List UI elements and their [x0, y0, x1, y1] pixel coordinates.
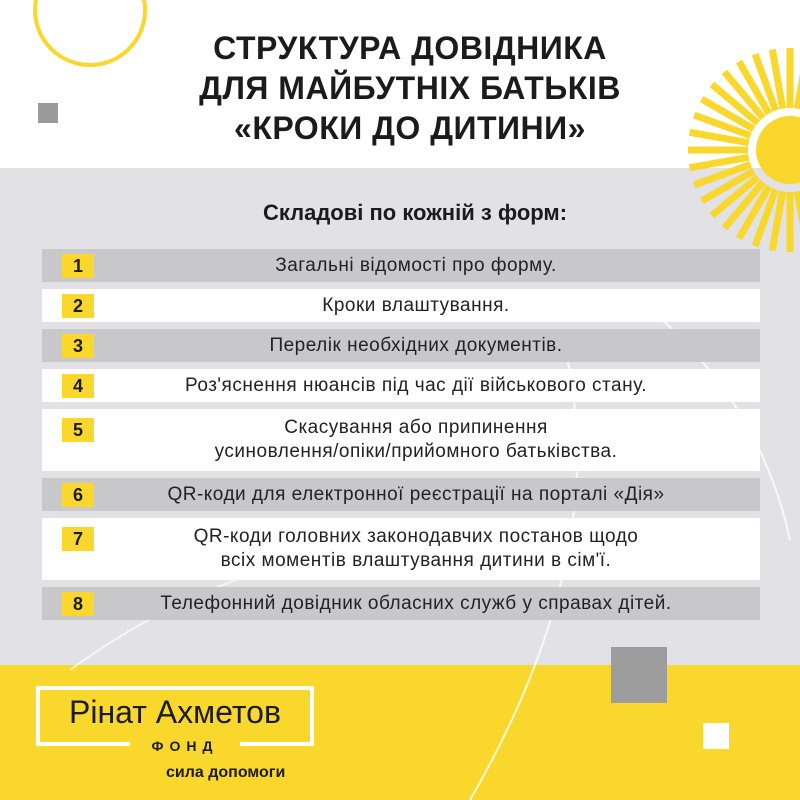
item-text: Роз'яснення нюансів під час дії військового стану. — [185, 374, 647, 396]
list-item — [42, 478, 760, 511]
item-number: 8 — [62, 592, 94, 616]
logo-name: Рінат Ахметов — [69, 694, 281, 730]
item-text: QR-коди головних законодавчих постанов щодо всіх моментів влаштування дитини в сім'ї. — [193, 526, 639, 571]
slogan: сила допомоги — [166, 764, 286, 781]
list-item — [42, 518, 760, 580]
list-item — [42, 369, 760, 402]
logo-subtitle: ФОНД — [130, 738, 240, 754]
item-text: Перелік необхідних документів. — [269, 334, 563, 356]
title-line-3: «КРОКИ ДО ДИТИНИ» — [234, 110, 586, 146]
list-item — [42, 289, 760, 322]
decorative-square-white — [703, 723, 729, 749]
list-item — [42, 409, 760, 471]
item-text: Загальні відомості про форму. — [275, 254, 557, 276]
item-text: Скасування або припинення усиновлення/опіки/прийомного батьківства. — [214, 417, 618, 462]
item-number: 3 — [62, 334, 94, 358]
section-subtitle: Складові по кожній з форм: — [262, 200, 568, 225]
item-number: 5 — [62, 418, 94, 442]
list-item — [42, 587, 760, 620]
item-number: 2 — [62, 294, 94, 318]
item-number: 7 — [62, 527, 94, 551]
decorative-square-gray — [611, 647, 667, 703]
item-text: Телефонний довідник обласних служб у справах дітей. — [160, 592, 672, 614]
item-number: 1 — [62, 254, 94, 278]
item-number: 6 — [62, 483, 94, 507]
item-text: QR-коди для електронної реєстрації на порталі «Дія» — [167, 483, 665, 505]
list-item — [42, 249, 760, 282]
items-list — [42, 249, 760, 620]
foundation-logo — [36, 686, 314, 746]
list-item — [42, 329, 760, 362]
title-line-2: ДЛЯ МАЙБУТНІХ БАТЬКІВ — [199, 70, 621, 106]
decorative-square — [38, 103, 58, 123]
item-text: Кроки влаштування. — [322, 294, 510, 316]
title-line-1: СТРУКТУРА ДОВІДНИКА — [213, 30, 607, 66]
item-number: 4 — [62, 374, 94, 398]
page-title — [110, 28, 710, 148]
